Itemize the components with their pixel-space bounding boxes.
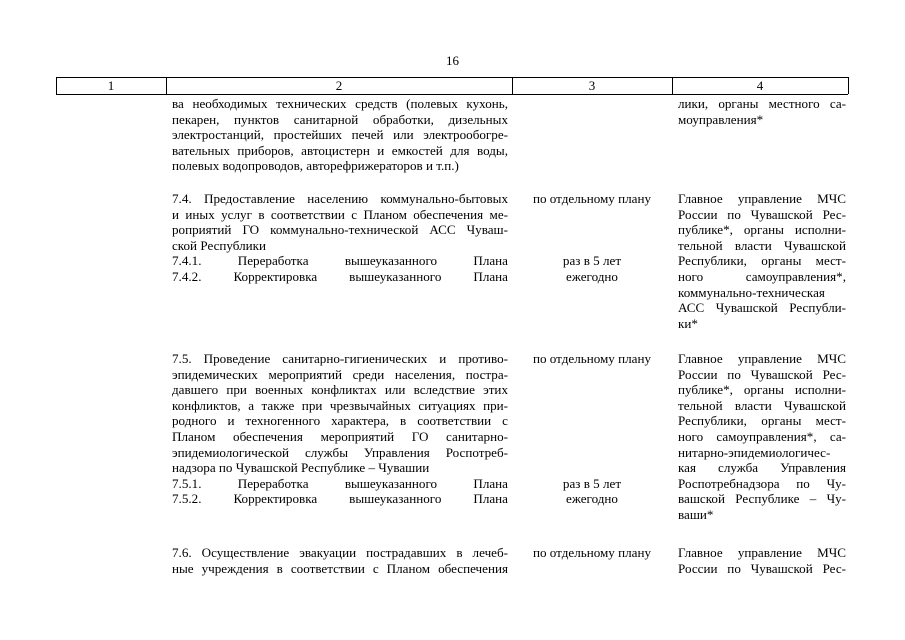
deadline-main: по отдельному плану <box>532 191 652 206</box>
text-line: ного самоуправления*, са- <box>678 428 846 444</box>
text-line: кая служба Управления <box>678 460 846 476</box>
text-line: и иных услуг в соответствии с Планом обеспечения ме- <box>172 206 508 222</box>
text-line: публике*, органы исполни- <box>678 382 846 398</box>
deadline-7-4-1: раз в 5 лет <box>562 253 622 269</box>
row-7-4-deadline <box>518 191 666 285</box>
deadline-7-4-2: ежегодно <box>566 268 618 284</box>
row-cont-description <box>172 96 508 174</box>
text-line: Главное управление МЧС <box>678 351 846 366</box>
text-line: ской Республики <box>172 237 267 253</box>
subitem-7-4-1: 7.4.1. Переработка вышеуказанного Плана <box>172 253 508 269</box>
text-line: вательных приборов, автоцистерн и емкостей для воды, <box>172 142 508 158</box>
row-7-6-executors <box>678 545 846 576</box>
text-line: конфликтов, а также при чрезвычайных ситуациях при- <box>172 397 508 413</box>
text-line: роприятий ГО коммунально-технической АСС Чуваш- <box>172 222 508 238</box>
text-line: нитарно-эпидемиологичес- <box>678 444 831 460</box>
header-col-1: 1 <box>107 78 115 93</box>
text-line: Планом обеспечения мероприятий ГО санитарно- <box>172 428 508 444</box>
header-col-3: 3 <box>588 78 596 93</box>
text-line: вашской Республике – Чу- <box>678 491 846 507</box>
text-line: Республики, органы мест- <box>678 253 846 269</box>
row-7-6-deadline <box>518 545 666 561</box>
deadline-main: по отдельному плану <box>532 351 652 366</box>
subitem-7-5-2: 7.5.2. Корректировка вышеуказанного Плана <box>172 491 508 507</box>
header-col-2: 2 <box>335 78 343 93</box>
text-line: лики, органы местного са- <box>678 96 846 111</box>
text-line: тельной власти Чувашской <box>678 397 846 413</box>
deadline-7-5-2: ежегодно <box>566 491 618 507</box>
row-7-4-description <box>172 191 508 285</box>
text-line: эпидемиологической службы Управления Роспотреб- <box>172 444 508 460</box>
text-line: России по Чувашской Рес- <box>678 366 846 382</box>
text-line: публике*, органы исполни- <box>678 222 846 238</box>
text-line: ва необходимых технических средств (полевых кухонь, <box>172 96 508 111</box>
text-line: Главное управление МЧС <box>678 191 846 206</box>
text-line: 7.6. Осуществление эвакуации пострадавших в лечеб- <box>172 545 508 560</box>
row-cont-executors <box>678 96 846 127</box>
text-line: ваши* <box>678 506 714 522</box>
header-divider <box>512 77 513 94</box>
header-col-4: 4 <box>756 78 764 93</box>
text-line: Роспотребнадзора по Чу- <box>678 475 846 491</box>
text-line: России по Чувашской Рес- <box>678 560 846 576</box>
text-line: пекарен, пунктов санитарной обработки, дизельных <box>172 111 508 127</box>
row-7-5-description <box>172 351 508 507</box>
header-divider <box>848 77 849 94</box>
row-7-5-deadline <box>518 351 666 507</box>
text-line: ки* <box>678 315 698 331</box>
text-line: моуправления* <box>678 111 764 127</box>
header-divider <box>56 77 57 94</box>
deadline-main: по отдельному плану <box>532 545 652 560</box>
text-line: полевых водопроводов, авторефрижераторов и т.п.) <box>172 158 459 174</box>
text-line: давшего при военных конфликтах или вследствие этих <box>172 382 508 398</box>
text-line: Главное управление МЧС <box>678 545 846 560</box>
text-line: АСС Чувашской Республи- <box>678 300 846 316</box>
page-number: 16 <box>446 53 459 68</box>
row-7-6-description <box>172 545 508 576</box>
table-header-row <box>56 77 848 95</box>
text-line: России по Чувашской Рес- <box>678 206 846 222</box>
header-divider <box>166 77 167 94</box>
text-line: Республики, органы мест- <box>678 413 846 429</box>
row-7-5-executors <box>678 351 846 523</box>
text-line: 7.4. Предоставление населению коммунально-бытовых <box>172 191 508 206</box>
subitem-7-5-1: 7.5.1. Переработка вышеуказанного Плана <box>172 475 508 491</box>
text-line: 7.5. Проведение санитарно-гигиенических и противо- <box>172 351 508 366</box>
row-7-4-executors <box>678 191 846 331</box>
text-line: ного самоуправления*, <box>678 268 846 284</box>
header-divider <box>672 77 673 94</box>
text-line: тельной власти Чувашской <box>678 237 846 253</box>
subitem-7-4-2: 7.4.2. Корректировка вышеуказанного Плана <box>172 268 508 284</box>
text-line: надзора по Чувашской Республике – Чувашии <box>172 460 430 476</box>
text-line: эпидемических мероприятий среди населения, постра- <box>172 366 508 382</box>
deadline-7-5-1: раз в 5 лет <box>562 475 622 491</box>
text-line: электростанций, простейших печей или электрообогре- <box>172 127 508 143</box>
text-line: коммунально-техническая <box>678 284 825 300</box>
text-line: ные учреждения в соответствии с Планом обеспечения <box>172 560 508 576</box>
text-line: родного и техногенного характера, в соответствии с <box>172 413 508 429</box>
